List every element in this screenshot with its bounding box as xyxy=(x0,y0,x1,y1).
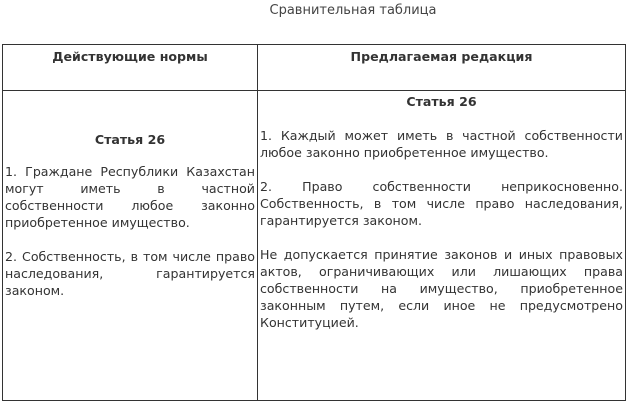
column-header-current xyxy=(3,45,258,91)
current-norms-cell xyxy=(3,91,258,401)
proposed-edition-cell xyxy=(258,91,626,401)
right-paragraph-3: Не допускается принятие законов и иных правовых актов, ограничивающих или лишающих права собственности на имущество, приобретенное законным путем, если иное не предусмотрено Конституцией. xyxy=(260,247,623,330)
page-title: Сравнительная таблица xyxy=(269,3,437,18)
table-header-row xyxy=(3,45,626,91)
left-paragraph-2: 2. Собственность, в том числе право наследования, гарантируется законом. xyxy=(5,249,255,298)
comparison-table xyxy=(2,44,626,401)
column-header-proposed-label: Предлагаемая редакция xyxy=(350,49,533,64)
table-row xyxy=(3,91,626,401)
right-paragraph-2: 2. Право собственности неприкосновенно. Собственность, в том числе право наследования, гарантируется законом. xyxy=(260,179,623,228)
column-header-current-label: Действующие нормы xyxy=(52,49,208,64)
right-paragraph-1: 1. Каждый может иметь в частной собственности любое законно приобретенное имущество. xyxy=(260,128,623,160)
left-paragraph-1: 1. Граждане Республики Казахстан могут иметь в частной собственности любое законно приобретенное имущество. xyxy=(5,164,255,230)
right-article-heading: Статья 26 xyxy=(406,94,477,109)
column-header-proposed xyxy=(258,45,626,91)
left-article-heading: Статья 26 xyxy=(94,132,166,147)
